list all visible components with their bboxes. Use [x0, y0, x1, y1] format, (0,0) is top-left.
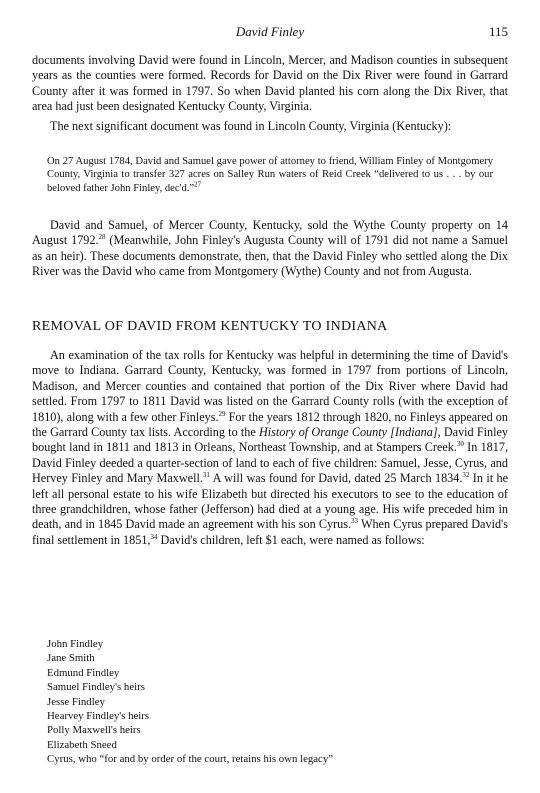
paragraph-4	[32, 348, 508, 548]
footnote-ref: 30	[456, 440, 464, 449]
paragraph-4-text-4: In 1817, David Finley deeded a quarter-section of land to each of five children: Samuel, Jesse, Cyrus, and Hervey Finley and Mary Maxwell.	[32, 440, 508, 486]
paragraph-3-text-a: David and Samuel, of Mercer County, Kentucky, sold the Wythe County property on 14 August 1792.	[32, 218, 508, 248]
book-title: History of Orange County [Indiana]	[258, 425, 438, 440]
footnote-ref: 29	[218, 409, 226, 418]
list-item: Cyrus, who “for and by order of the court, retains his own legacy”	[47, 753, 334, 766]
paragraph-4-text-7: When Cyrus prepared David's final settlement in 1851,	[32, 517, 508, 547]
running-title: David Finley	[235, 24, 305, 39]
paragraph-2: The next significant document was found in Lincoln County, Virginia (Kentucky):	[50, 119, 452, 133]
page-number: 115	[488, 24, 508, 39]
paragraph-4-text-5: A will was found for David, dated 25 March 1834.	[209, 471, 463, 486]
paragraph-4-text-1: An examination of the tax rolls for Kentucky was helpful in determining the time of David's move to Indiana. Garrard County, Kentucky, was formed in 1797 from portions of Lincoln, Madison, and Mercer counties and contained that portion of the Dix River where David had settled. From 1797 to 1811 David was listed on the Garrard County rolls (with the exception of 1810), along with a few other Finleys.	[32, 348, 508, 424]
paragraph-4-text-8: David's children, left $1 each, were named as follows:	[157, 532, 425, 547]
running-head	[32, 24, 508, 42]
footnote-ref: 33	[351, 517, 359, 526]
list-item: Elizabeth Sneed	[47, 738, 117, 751]
footnote-ref: 34	[150, 532, 158, 541]
heirs-list	[47, 637, 333, 767]
paragraph-4-text-2: For the years 1812 through 1820, no Finleys appeared on the Garrard County tax lists. According to the	[32, 409, 508, 440]
footnote-ref: 32	[462, 471, 470, 480]
paragraph-1: documents involving David were found in Lincoln, Mercer, and Madison counties in subsequent years as the counties were formed. Records for David on the Dix River were found in Garrard County after it was formed in 1797. So when David planted his corn along the Dix River, that area had just been designated Kentucky County, Virginia.	[32, 53, 508, 114]
paragraph-4-text-6: In it he left all personal estate to his wife Elizabeth but directed his executors to see to the education of three grandchildren, whose father (Jefferson) had died at a young age. His wife preceded him in death, and in 1845 David made an agreement with his son Cyrus.	[32, 471, 508, 532]
list-item: Hearvey Findley's heirs	[47, 710, 150, 723]
list-item: John Findley	[47, 638, 104, 650]
paragraph-3	[32, 218, 508, 280]
list-item: Samuel Findley's heirs	[47, 681, 145, 694]
list-item: Jane Smith	[47, 652, 95, 665]
footnote-ref: 31	[202, 471, 210, 480]
list-item: Edmund Findley	[47, 666, 120, 679]
block-quote	[47, 155, 493, 195]
footnote-ref: 27	[194, 180, 202, 189]
section-heading: REMOVAL OF DAVID FROM KENTUCKY TO INDIANA	[32, 319, 388, 334]
list-item: Polly Maxwell's heirs	[47, 724, 141, 737]
paragraph-3-text-b: (Meanwhile, John Finley's Augusta County will of 1791 did not name a Samuel as an heir). These documents demonstrate, then, that the David Finley who settled along the Dix River was the David who came from Montgomery (Wythe) County and not from Augusta.	[32, 233, 508, 279]
quote-text: On 27 August 1784, David and Samuel gave power of attorney to friend, William Finley of Montgomery County, Virginia to transfer 327 acres on Salley Run waters of Reid Creek “delivered to us . . . by our beloved father John Finley, dec'd.”	[47, 156, 493, 194]
paragraph-4-text-3: , David Finley bought land in 1811 and 1813 in Orleans, Northeast Township, and at Stampers Creek.	[32, 425, 508, 455]
list-item: Jesse Findley	[47, 695, 105, 708]
footnote-ref: 28	[98, 233, 106, 242]
